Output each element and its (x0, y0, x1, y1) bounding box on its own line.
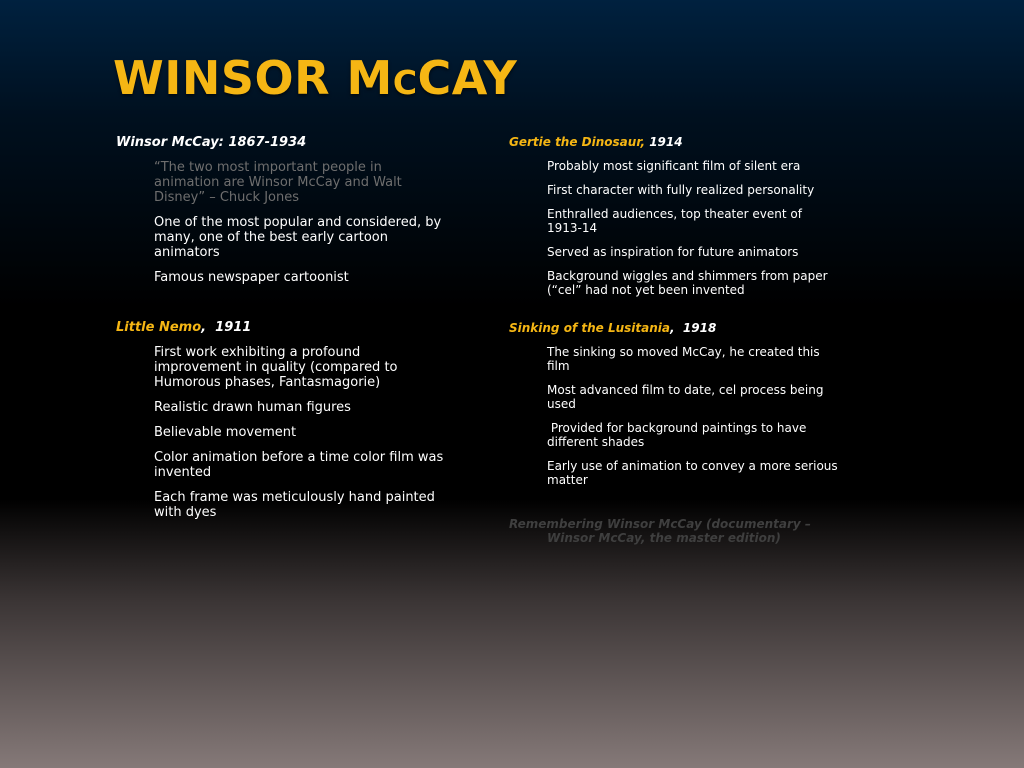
heading-date: 1911 (206, 320, 252, 335)
bullet-list (547, 345, 839, 487)
left-column (116, 135, 446, 530)
section-heading (509, 321, 839, 336)
list-item: Enthralled audiences, top theater event of 1913-14 (547, 207, 802, 235)
right-column (509, 135, 839, 545)
list-item: Background wiggles and shimmers from paper (“cel” had not yet been invented (547, 269, 828, 297)
heading-main: Gertie the Dinosaur (509, 135, 641, 149)
heading-date: 1914 (645, 135, 683, 149)
heading-main: Winsor McCay: 1867-1934 (116, 135, 307, 150)
list-item: Served as inspiration for future animators (547, 245, 799, 259)
list-item: First character with fully realized personality (547, 183, 815, 197)
list-item: Most advanced film to date, cel process being used (547, 383, 824, 411)
list-item: Realistic drawn human figures (154, 400, 351, 415)
list-item: “The two most important people in animation are Winsor McCay and Walt Disney” – Chuck Jones (154, 160, 402, 205)
heading-main: Sinking of the Lusitania (509, 321, 670, 335)
section-little-nemo (116, 320, 446, 520)
list-item: Color animation before a time color film was invented (154, 450, 444, 480)
title-part-small: C (392, 63, 418, 102)
section-heading (509, 135, 839, 150)
section-footer (509, 517, 839, 545)
section-winsor-mccay (116, 135, 446, 285)
list-item: Provided for background paintings to have different shades (547, 421, 811, 449)
list-item: Each frame was meticulously hand painted with dyes (154, 490, 435, 520)
list-item: Early use of animation to convey a more serious matter (547, 459, 838, 487)
slide-title (113, 50, 517, 111)
title-part-2: CAY (417, 51, 518, 105)
list-item: Believable movement (154, 425, 297, 440)
heading-main: Little Nemo (116, 320, 202, 335)
list-item: One of the most popular and considered, by many, one of the best early cartoon animators (154, 215, 442, 260)
section-heading (116, 135, 446, 151)
section-gertie (509, 135, 839, 297)
footer-note: Remembering Winsor McCay (documentary – Winsor McCay, the master edition) (509, 517, 811, 545)
list-item: The sinking so moved McCay, he created this film (547, 345, 820, 373)
section-lusitania (509, 321, 839, 487)
bullet-list (154, 160, 446, 285)
list-item: Famous newspaper cartoonist (154, 270, 349, 285)
heading-separator: , (640, 135, 646, 149)
bullet-list (154, 345, 446, 520)
heading-separator: , (669, 321, 675, 335)
list-item: Probably most significant film of silent era (547, 159, 801, 173)
heading-separator: , (201, 320, 207, 335)
section-heading (116, 320, 446, 336)
title-part-1: WINSOR M (113, 51, 393, 105)
heading-date: 1918 (674, 321, 717, 335)
list-item: First work exhibiting a profound improvement in quality (compared to Humorous phases, Fantasmagorie) (154, 345, 398, 390)
bullet-list (547, 159, 839, 297)
